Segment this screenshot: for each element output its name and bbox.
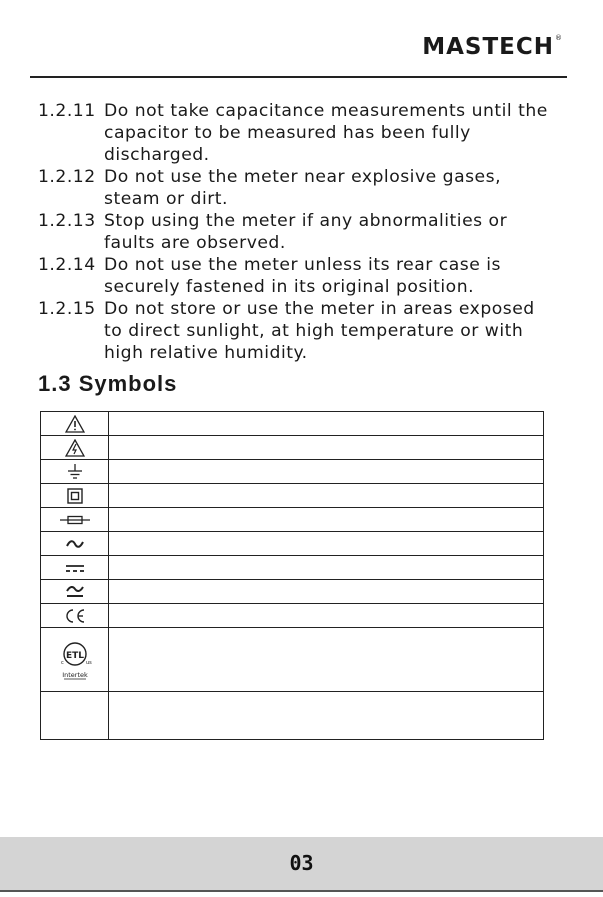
symbol-row bbox=[41, 628, 544, 692]
symbol-row bbox=[41, 556, 544, 580]
precaution-number: 1.2.12 bbox=[38, 167, 96, 187]
precaution-text: Do not use the meter unless its rear case is securely fastened in its original position. bbox=[104, 255, 502, 297]
symbol-cell bbox=[41, 580, 109, 604]
symbol-cell bbox=[41, 556, 109, 580]
precaution-text: Stop using the meter if any abnormalities or faults are observed. bbox=[104, 211, 508, 253]
etl-brand-label: Intertek bbox=[61, 670, 88, 679]
ce-mark-icon bbox=[64, 608, 86, 624]
symbol-description bbox=[109, 484, 544, 508]
symbol-description bbox=[109, 556, 544, 580]
symbol-description bbox=[109, 628, 544, 692]
dc-icon bbox=[65, 562, 85, 574]
precaution-text: Do not store or use the meter in areas exposed to direct sunlight, at high temperature or with high relative humidity. bbox=[104, 299, 535, 363]
precaution-item bbox=[38, 298, 558, 364]
symbol-cell bbox=[41, 692, 109, 740]
symbol-description bbox=[109, 692, 544, 740]
symbol-cell bbox=[41, 460, 109, 484]
symbol-description bbox=[109, 532, 544, 556]
symbol-cell bbox=[41, 484, 109, 508]
symbol-row bbox=[41, 436, 544, 460]
precaution-number: 1.2.15 bbox=[38, 299, 96, 319]
ac-icon bbox=[66, 538, 84, 550]
symbol-row bbox=[41, 460, 544, 484]
symbol-description bbox=[109, 508, 544, 532]
symbol-row bbox=[41, 508, 544, 532]
symbol-cell bbox=[41, 508, 109, 532]
etl-us-label: us bbox=[85, 659, 92, 666]
footer-divider bbox=[0, 890, 603, 892]
page-number: 03 bbox=[289, 851, 314, 875]
symbol-row bbox=[41, 692, 544, 740]
symbol-description bbox=[109, 580, 544, 604]
symbol-cell bbox=[41, 436, 109, 460]
precautions-list bbox=[38, 100, 558, 364]
symbol-description bbox=[109, 604, 544, 628]
brand-logo bbox=[422, 34, 563, 60]
header-divider bbox=[30, 76, 567, 78]
double-insulation-icon bbox=[67, 488, 83, 504]
brand-name: MASTECH bbox=[422, 34, 554, 60]
precaution-text: Do not take capacitance measurements until the capacitor to be measured has been fully discharged. bbox=[104, 101, 548, 165]
etl-intertek-icon bbox=[53, 637, 97, 683]
symbol-cell bbox=[41, 532, 109, 556]
symbol-row bbox=[41, 412, 544, 436]
symbol-row bbox=[41, 604, 544, 628]
high-voltage-triangle-icon bbox=[65, 439, 85, 457]
symbol-cell bbox=[41, 628, 109, 692]
page-footer bbox=[0, 837, 603, 890]
ground-icon bbox=[66, 463, 84, 481]
warning-triangle-icon bbox=[65, 415, 85, 433]
symbol-description bbox=[109, 436, 544, 460]
precaution-number: 1.2.14 bbox=[38, 255, 96, 275]
symbols-table bbox=[40, 411, 544, 740]
symbol-row bbox=[41, 484, 544, 508]
symbol-description bbox=[109, 460, 544, 484]
precaution-number: 1.2.13 bbox=[38, 211, 96, 231]
symbol-description bbox=[109, 412, 544, 436]
section-title: 1.3 Symbols bbox=[38, 371, 178, 396]
symbol-cell bbox=[41, 412, 109, 436]
precaution-item bbox=[38, 254, 558, 298]
ac-dc-icon bbox=[66, 585, 84, 599]
symbol-row bbox=[41, 532, 544, 556]
precaution-text: Do not use the meter near explosive gases, steam or dirt. bbox=[104, 167, 502, 209]
precaution-item bbox=[38, 210, 558, 254]
symbol-cell bbox=[41, 604, 109, 628]
precaution-item bbox=[38, 166, 558, 210]
fuse-icon bbox=[60, 514, 90, 526]
symbol-row bbox=[41, 580, 544, 604]
registered-mark: ® bbox=[555, 34, 563, 42]
svg-text:ETL: ETL bbox=[65, 650, 84, 661]
precaution-item bbox=[38, 100, 558, 166]
etl-c-label: c bbox=[60, 659, 64, 666]
precaution-number: 1.2.11 bbox=[38, 101, 96, 121]
